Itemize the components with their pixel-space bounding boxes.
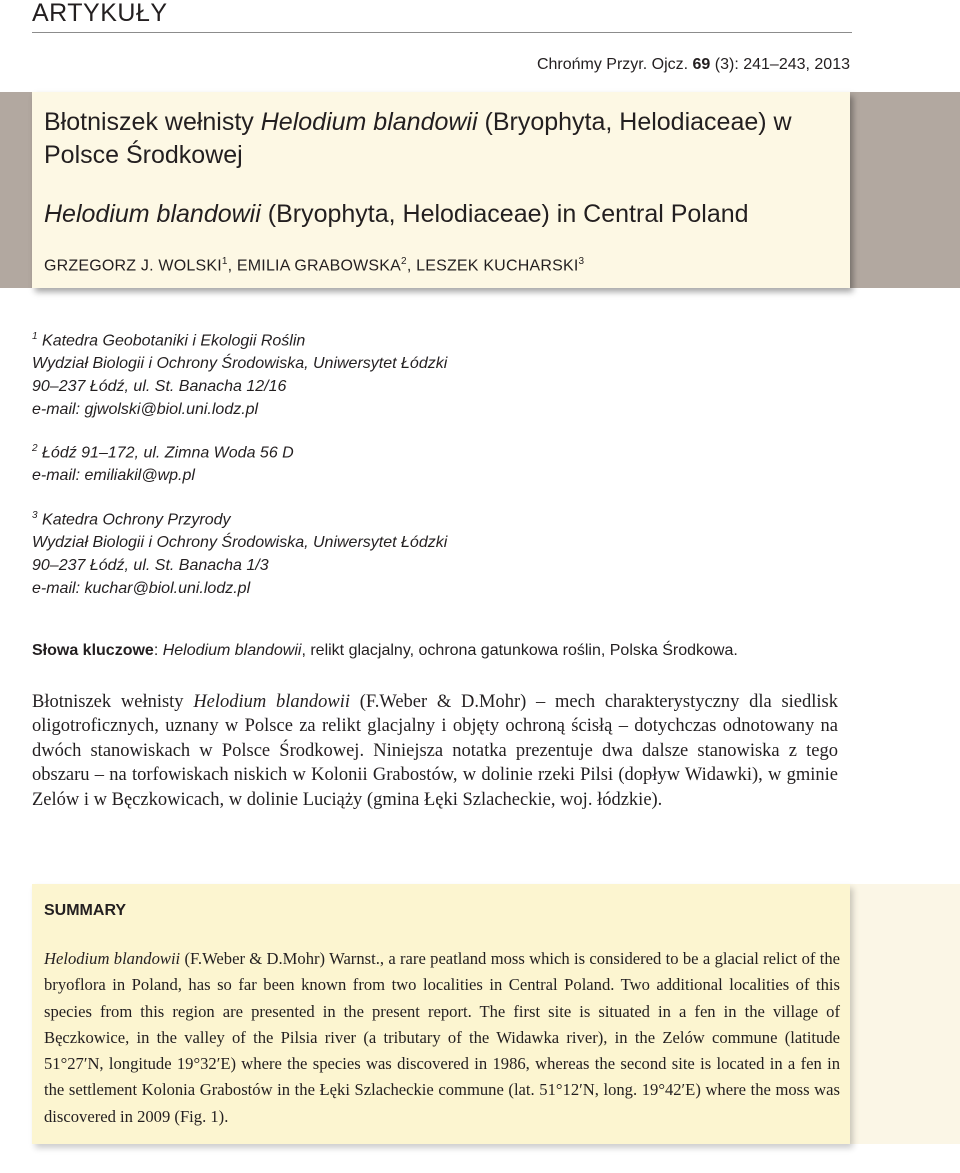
author-list: GRZEGORZ J. WOLSKI$^1$, EMILIA GRABOWSKA$^2$, LESZEK KUCHARSKI$^3$	[44, 256, 585, 275]
decorative-band-right	[850, 92, 960, 288]
citation-volume: 69	[692, 56, 711, 73]
email: e-mail: gjwolski@biol.uni.lodz.pl	[32, 401, 259, 419]
affiliation-3: $^3$ Katedra Ochrony Przyrody Wydział Biologii i Ochrony Środowiska, Uniwersytet Łódzki 90–237 Łódź, ul. St. Banacha 1/3 e-mail: kuchar@biol.uni.lodz.pl	[32, 504, 447, 600]
affiliation-1: $^1$ Katedra Geobotaniki i Ekologii Roślin Wydział Biologii i Ochrony Środowiska, Uniwersytet Łódzki 90–237 Łódź, ul. St. Banacha 12/16 e-mail: gjwolski@biol.uni.lodz.pl	[32, 325, 447, 421]
title-polish: Błotniszek wełnisty Helodium blandowii (Bryophyta, Helodiaceae) w Polsce Środkowej	[44, 108, 792, 169]
author-affiliation-mark: 3	[578, 256, 585, 267]
citation-rest: (3): 241–243, 2013	[714, 56, 850, 73]
author-affiliation-mark: 2	[401, 256, 407, 267]
email: e-mail: emiliakil@wp.pl	[32, 467, 195, 485]
email: e-mail: kuchar@biol.uni.lodz.pl	[32, 580, 251, 598]
author: GRZEGORZ J. WOLSKI	[44, 257, 222, 275]
title-box	[32, 92, 850, 288]
citation-journal: Chrońmy Przyr. Ojcz.	[536, 56, 689, 73]
summary-box	[32, 884, 850, 1144]
abstract-paragraph: Błotniszek wełnisty Helodium blandowii (F.Weber & D.Mohr) – mech charakterystyczny dla siedlisk oligotroficznych, uznany w Polsce za relikt glacjalny i objęty ochroną ścisłą – dotychczas odnotowany na dwóch stanowiskach w Polsce Środkowej. Niniejsza notatka prezentuje dwa dalsze stanowiska z tego obszaru – na torfowiskach niskich w Kolonii Grabostów, w dolinie rzeki Pilsi (dopływ Widawki), w gminie Zelów i w Bęczkowicach, w dolinie Luciąży (gmina Łęki Szlacheckie, woj. łódzkie).	[32, 692, 839, 810]
summary-paragraph: Helodium blandowii (F.Weber & D.Mohr) Warnst., a rare peatland moss which is considered to be a glacial relict of the bryoflora in Poland, has so far been known from two localities in Central Poland. Two additional localities of this species from this region are presented in the present report. The first site is situated in a fen in the village of Bęczkowice, in the valley of the Pilsia river (a tributary of the Widawka river), in the Zelów commune (latitude 51°27′N, longitude 19°32′E) where the species was discovered in 1986, whereas the second site is located in a fen in the settlement Kolonia Grabostów in the Łęki Szlacheckie commune (lat. 51°12′N, long. 19°42′E) where the moss was discovered in 2009 (Fig. 1).	[44, 949, 840, 1126]
citation	[537, 56, 850, 74]
author: LESZEK KUCHARSKI	[416, 257, 579, 275]
affiliation-2: $^2$ Łódź 91–172, ul. Zimna Woda 56 D e-mail: emiliakil@wp.pl	[32, 437, 294, 487]
section-label: ARTYKUŁY	[32, 0, 168, 27]
title-english: Helodium blandowii (Bryophyta, Helodiaceae) in Central Poland	[44, 200, 749, 228]
title-english-species: Helodium blandowii	[44, 200, 261, 228]
author: EMILIA GRABOWSKA	[236, 257, 402, 275]
title-polish-species: Helodium blandowii	[260, 108, 478, 136]
decorative-band-summary	[850, 884, 960, 1144]
keywords: Słowa kluczowe: Helodium blandowii, relikt glacjalny, ochrona gatunkowa roślin, Polska Środkowa.	[32, 642, 738, 659]
header-divider	[32, 32, 852, 33]
keywords-label: Słowa kluczowe	[32, 642, 154, 659]
summary-heading: SUMMARY	[44, 902, 127, 919]
author-affiliation-mark: 1	[221, 256, 228, 267]
